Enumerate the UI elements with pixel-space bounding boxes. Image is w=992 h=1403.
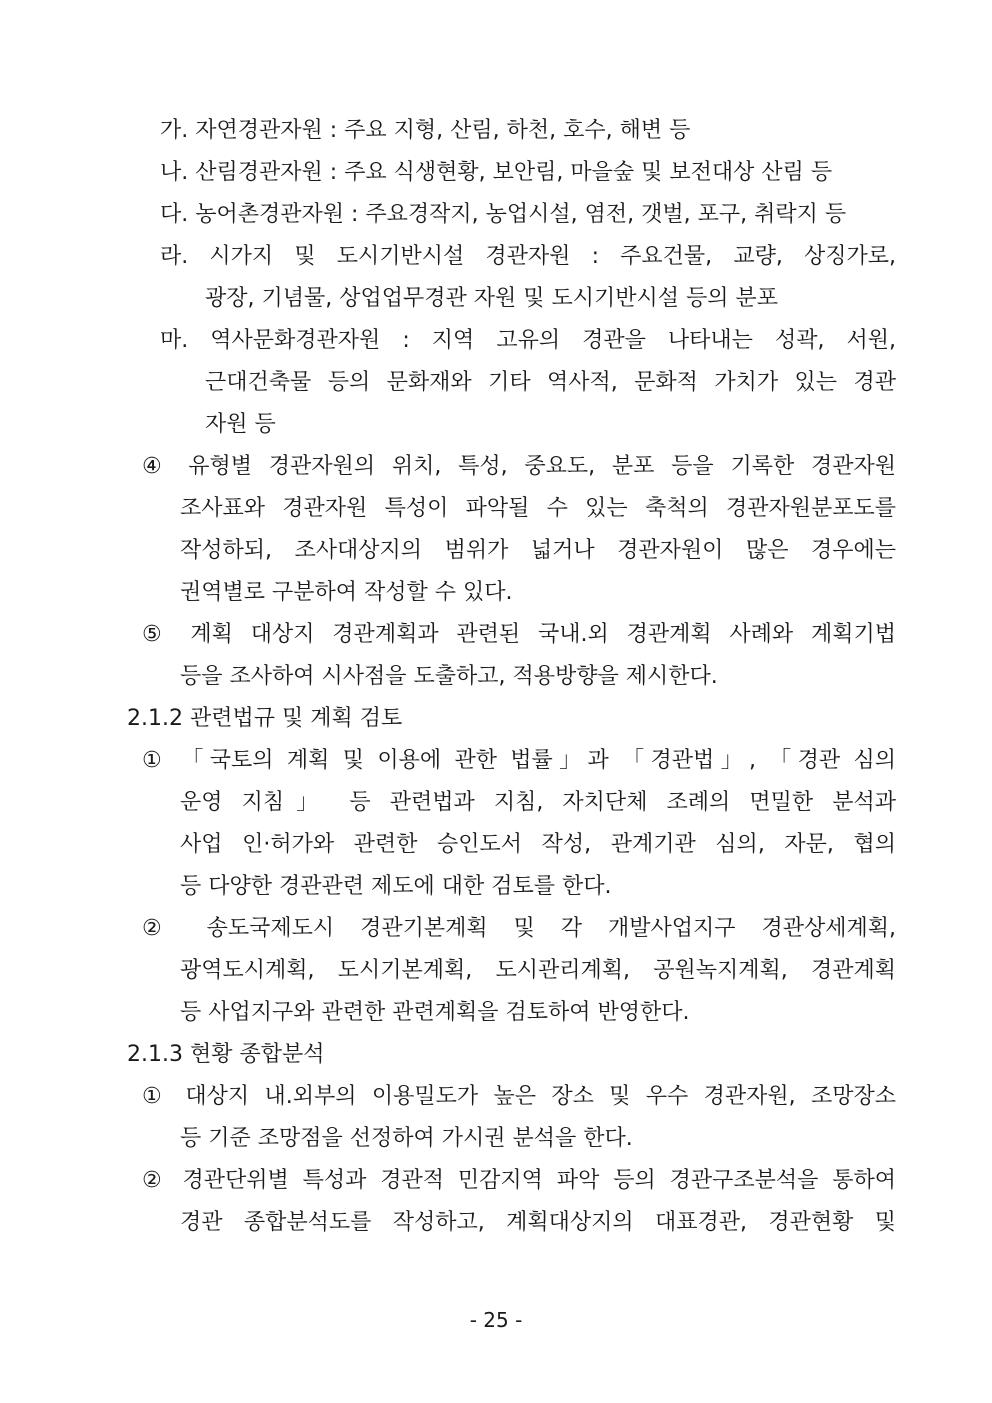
text-line: 광역도시계획, 도시기본계획, 도시관리계획, 공원녹지계획, 경관계획 bbox=[180, 958, 896, 983]
text-line: 근대건축물 등의 문화재와 기타 역사적, 문화적 가치가 있는 경관 bbox=[205, 370, 896, 395]
text-line: 자원 등 bbox=[205, 412, 276, 437]
text-line: 마. 역사문화경관자원 : 지역 고유의 경관을 나타내는 성곽, 서원, bbox=[160, 328, 896, 353]
section-heading: 2.1.3 현황 종합분석 bbox=[127, 1042, 325, 1067]
text-line: 라. 시가지 및 도시기반시설 경관자원 : 주요건물, 교량, 상징가로, bbox=[160, 244, 896, 269]
page-number: - 25 - bbox=[469, 1308, 523, 1332]
section-heading: 2.1.2 관련법규 및 계획 검토 bbox=[127, 706, 403, 731]
text-line: 작성하되, 조사대상지의 범위가 넓거나 경관자원이 많은 경우에는 bbox=[180, 538, 896, 563]
text-line: ② 송도국제도시 경관기본계획 및 각 개발사업지구 경관상세계획, bbox=[142, 916, 896, 941]
text-line: 광장, 기념물, 상업업무경관 자원 및 도시기반시설 등의 분포 bbox=[205, 286, 778, 311]
text-line: ① 「국토의 계획 및 이용에 관한 법률」과 「경관법」, 「경관 심의 bbox=[142, 748, 896, 773]
text-line: 등 사업지구와 관련한 관련계획을 검토하여 반영한다. bbox=[180, 1000, 690, 1025]
text-line: ② 경관단위별 특성과 경관적 민감지역 파악 등의 경관구조분석을 통하여 bbox=[142, 1168, 896, 1193]
text-line: 운영 지침」 등 관련법과 지침, 자치단체 조례의 면밀한 분석과 bbox=[180, 790, 896, 815]
text-line: 경관 종합분석도를 작성하고, 계획대상지의 대표경관, 경관현황 및 bbox=[180, 1210, 896, 1235]
text-line: 가. 자연경관자원 : 주요 지형, 산림, 하천, 호수, 해변 등 bbox=[160, 118, 691, 143]
text-line: ④ 유형별 경관자원의 위치, 특성, 중요도, 분포 등을 기록한 경관자원 bbox=[142, 454, 896, 479]
text-line: 나. 산림경관자원 : 주요 식생현황, 보안림, 마을숲 및 보전대상 산림 등 bbox=[160, 160, 833, 185]
text-line: ① 대상지 내.외부의 이용밀도가 높은 장소 및 우수 경관자원, 조망장소 bbox=[142, 1084, 896, 1109]
text-line: 권역별로 구분하여 작성할 수 있다. bbox=[180, 580, 513, 605]
text-line: 조사표와 경관자원 특성이 파악될 수 있는 축척의 경관자원분포도를 bbox=[180, 496, 896, 521]
text-line: 등을 조사하여 시사점을 도출하고, 적용방향을 제시한다. bbox=[180, 664, 718, 689]
text-line: ⑤ 계획 대상지 경관계획과 관련된 국내.외 경관계획 사례와 계획기법 bbox=[142, 622, 896, 647]
text-line: 다. 농어촌경관자원 : 주요경작지, 농업시설, 염전, 갯벌, 포구, 취락지 등 bbox=[160, 202, 847, 227]
text-line: 사업 인·허가와 관련한 승인도서 작성, 관계기관 심의, 자문, 협의 bbox=[180, 832, 896, 857]
text-line: 등 다양한 경관관련 제도에 대한 검토를 한다. bbox=[180, 874, 612, 899]
text-line: 등 기준 조망점을 선정하여 가시권 분석을 한다. bbox=[180, 1126, 633, 1151]
